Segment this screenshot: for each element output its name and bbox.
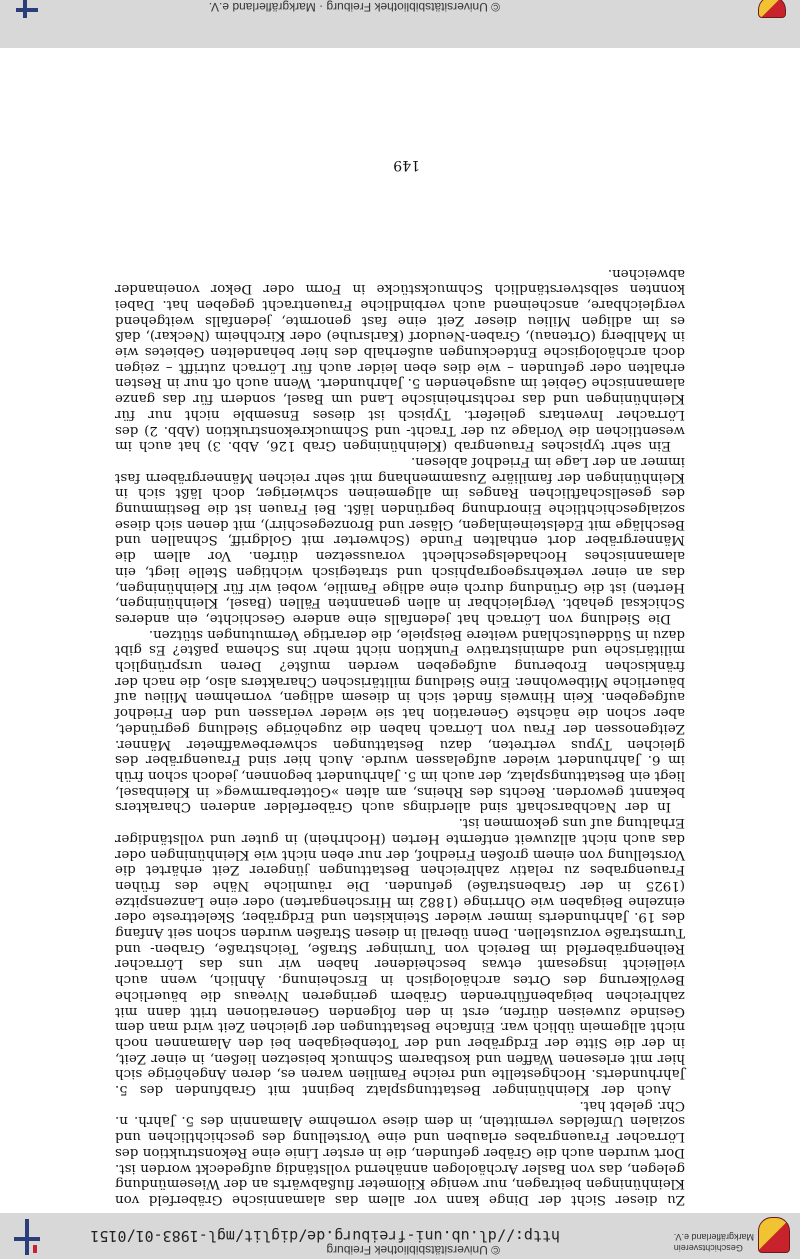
coat-of-arms-icon xyxy=(758,0,786,18)
association-line-2: Markgräflerland e.V. xyxy=(673,1232,754,1242)
document-url[interactable]: http://dl.ub.uni-freiburg.de/diglit/mgl-1983-01/0151 xyxy=(90,1227,560,1245)
association-line-1: Geschichtsverein xyxy=(673,1243,743,1253)
bottom-strip xyxy=(0,0,800,48)
paragraph: Ein sehr typisches Frauengrab (Kleinhüningen Grab 126, Abb. 3) hat auch im wesentlichen die Vorlage zu der Tracht- und Schmuckrekonstruktion (Abb. 2) des Lörracher Inventars geliefert. Typisch ist dieses Ensemble nicht nur für Kleinhüningen und das rechtsrheinische Land um Basel, sondern für das ganze alamannische Gebiet im ausgehenden 5. Jahrhundert. Wenn auch oft nur in Resten erhalten oder gefunden – wie dies eben leider auch für Lörrach zutrifft – zeigen doch archäologische Entdeckungen außerhalb des hier behandelten Gebietes wie in Mahlberg (Ortenau), Graben-Neudorf (Karlsruhe) oder Kirchheim (Neckar), daß es im adligen Milieu dieser Zeit eine fast genormte, jedenfalls weitgehend vergleichbare, anscheinend auch verbindliche Frauentracht gegeben hat. Dabei konnten selbstverständlich Schmuckstücke in Form oder Dekor voneinander abweichen. xyxy=(115,265,685,454)
paragraph: Auch der Kleinhüninger Bestattungsplatz beginnt mit Grabfunden des 5. Jahrhunderts. Hochgestellte und reiche Familien waren es, deren Angehörige sich hier mit erlesenen Waffen und kostbarem Schmuck beisetzen ließen, in einer Zeit, in der die Sitte der Erdgräber und der Totenbeigaben bei den Alamannen noch nicht allgemein üblich war. Einfache Bestattungen der gleichen Zeit wird man dem Gesinde zuweisen dürfen, erst in den folgenden Generationen tritt dann mit zahlreichen beigabenführenden Gräbern geringeren Niveaus die bäuerliche Bevölkerung des Ortes archäologisch in Erscheinung. Ähnlich, wenn auch vielleicht insgesamt etwas bescheidener haben wir uns das Lörracher Reihengräberfeld im Bereich von Turninger Straße, Teichstraße, Graben- und Turmstraße vorzustellen. Denn überall in diesen Straßen wurden schon seit Anfang des 19. Jahrhunderts immer wieder Steinkisten und Erdgräber, Skelettreste oder einzelne Beigaben wie Ohrringe (1882 im Hirschengarten) oder eine Lanzenspitze (1925 in der Grabenstraße) gefunden. Die räumliche Nähe des frühen Frauengrabes zu relativ zahlreichen Bestattungen jüngerer Zeit erhärtet die Vorstellung von einem großen Friedhof, der nur eben nicht wie Kleinhüningen oder das auch nicht allzuweit entfernte Herten (Hochrhein) in guter und vollständiger Erhaltung auf uns gekommen ist. xyxy=(115,815,685,1098)
article-body xyxy=(115,265,685,1207)
bottom-strip-text: © Universitätsbibliothek Freiburg · Markgräflerland e.V. xyxy=(208,0,500,14)
paragraph: In der Nachbarschaft sind allerdings auch Gräberfelder anderen Charakters bekannt geworden. Rechts des Rheins, am alten »Gotterbarmweg« in Kleinbasel, liegt ein Bestattungsplatz, der auch im 5. Jahrhundert begonnen, jedoch schon früh im 6. Jahrhundert wieder aufgelassen wurde. Auch hier sind Frauengräber des gleichen Typus vertreten, dazu Bestattungen schwerbewaffneter Männer. Zeitgenossen der Frau von Lörrach haben die zugehörige Siedlung gegründet, aber schon die nächste Generation hat sie wieder verlassen und den Friedhof aufgegeben. Kein Hinweis findet sich in diesem adligen, vornehmen Milieu auf bäuerliche Mitbewohner. Eine Siedlung militärischen Charakters also, die nach der fränkischen Eroberung aufgegeben werden mußte? Deren ursprünglich militärische und administrative Funktion nicht mehr ins Schema paßte? Es gibt dazu in Süddeutschland weitere Beispiele, die derartige Vermutungen stützen. xyxy=(115,626,685,815)
university-library-logo-icon xyxy=(12,0,38,18)
coat-of-arms-icon xyxy=(758,1217,790,1253)
page-number: 149 xyxy=(393,157,420,173)
top-strip xyxy=(0,1213,800,1259)
credit-line: © Universitätsbibliothek Freiburg xyxy=(326,1243,500,1257)
paragraph: Die Siedlung von Lörrach hat jedenfalls eine andere Geschichte, ein anderes Schicksal gehabt. Vergleichbar in allen genannten Fällen (Basel, Kleinhüningen, Herten) ist die Gründung durch eine adlige Familie, wobei wir für Kleinhüningen, das an einer verkehrsgeographisch und strategisch wichtigen Stelle liegt, ein alamannisches Hochadelsgeschlecht voraussetzen dürfen. Vor allem die Männergräber dort enthalten Funde (Schwerter mit Goldgriff, Schnallen und Beschläge mit Edelsteineinlagen, Gläser und Bronzegeschirr), mit denen sich diese sozialgeschichtliche Einordnung begründen läßt. Bei Frauen ist die Bestimmung des gesellschaftlichen Ranges im allgemeinen schwieriger, doch läßt sich in Kleinhüningen der familiäre Zusammenhang mit sehr reichen Männergräbern fast immer an der Lage im Friedhof ablesen. xyxy=(115,453,685,626)
paragraph: Zu dieser Sicht der Dinge kann vor allem das alamannische Gräberfeld von Kleinhüningen beitragen, nur wenige Kilometer flußabwärts an der Wiesemündung gelegen, das von Basler Archäologen annähernd vollständig aufgedeckt worden ist. Dort wurden auch die Gräber gefunden, die in erster Linie eine Rekonstruktion des Lörracher Frauengrabes erlauben und eine Vorstellung des geschichtlichen und sozialen Umfeldes vermitteln, in dem diese vornehme Alamannin des 5. Jahrh. n. Chr. gelebt hat. xyxy=(115,1097,685,1207)
association-name xyxy=(674,1231,754,1253)
university-library-logo-icon xyxy=(14,1219,40,1255)
